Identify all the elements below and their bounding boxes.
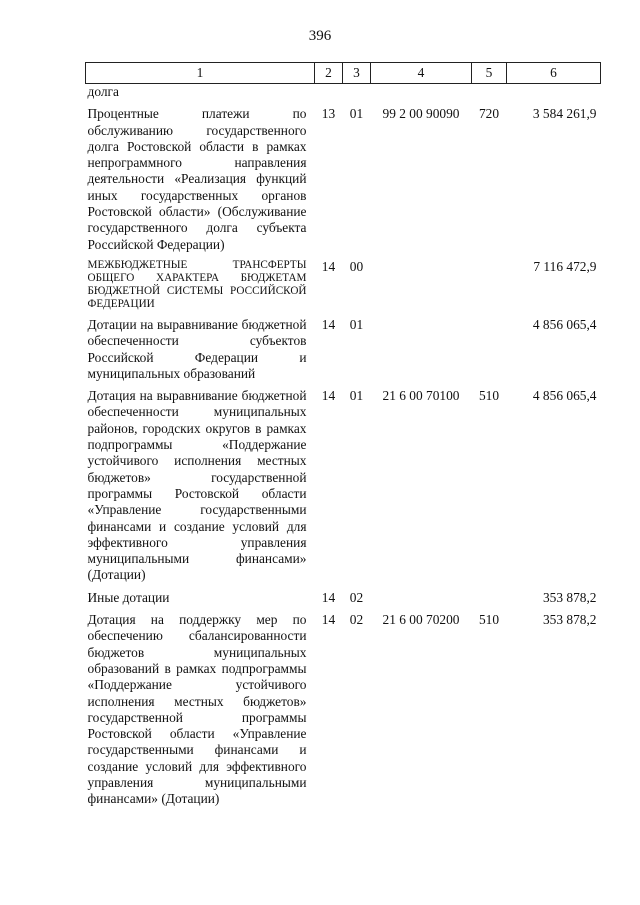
row-amount [507, 84, 601, 101]
row-target-article [371, 253, 472, 311]
row-amount: 353 878,2 [542, 612, 597, 628]
row-subsection: 02 [349, 612, 364, 628]
row-section: 13 [321, 106, 336, 122]
row-expense-type [472, 311, 507, 382]
row-name: долга [87, 84, 119, 99]
page-number: 396 [308, 28, 332, 44]
row-amount: 7 116 472,9 [533, 258, 597, 274]
row-target-article: 21 6 00 70100 [382, 388, 460, 404]
row-subsection: 00 [349, 258, 364, 274]
row-expense-type [472, 253, 507, 311]
row-amount: 4 856 065,4 [532, 388, 597, 404]
header-cell-amount: 6 [507, 63, 601, 84]
row-name: МЕЖБЮДЖЕТНЫЕ ТРАНСФЕРТЫ ОБЩЕГО ХАРАКТЕРА БЮДЖЕТАМ БЮДЖЕТНОЙ СИСТЕМЫ РОССИЙСКОЙ ФЕДЕРАЦИИ [87, 258, 307, 310]
row-expense-type [472, 584, 507, 606]
row-subsection: 01 [349, 106, 364, 122]
row-target-article: 99 2 00 90090 [382, 106, 460, 122]
row-target-article [371, 311, 472, 382]
header-cell-name: 1 [86, 63, 315, 84]
table-row [86, 253, 601, 311]
row-subsection: 01 [349, 316, 364, 332]
budget-table [85, 62, 601, 808]
header-cell-subsection: 3 [343, 63, 371, 84]
row-section [315, 84, 343, 101]
table-row [86, 84, 601, 101]
row-subsection [343, 84, 371, 101]
row-section: 14 [321, 258, 336, 274]
row-expense-type: 720 [478, 106, 500, 122]
header-row [86, 63, 601, 84]
row-expense-type: 510 [478, 388, 500, 404]
row-section: 14 [321, 316, 336, 332]
row-expense-type [472, 84, 507, 101]
row-target-article [371, 84, 472, 101]
table-row [86, 606, 601, 808]
row-expense-type: 510 [478, 612, 500, 628]
row-name: Дотация на выравнивание бюджетной обеспеченности муниципальных районов, городских округов в рамках подпрограммы «Поддержание устойчивого исполнения местных бюджетов» государственной программы Ростовской области «Управление государственными финансами и создание условий для эффективного управления муниципальными финансами» (Дотации) [87, 388, 307, 583]
header-cell-expense-type: 5 [472, 63, 507, 84]
row-subsection: 02 [349, 589, 364, 605]
row-name: Процентные платежи по обслуживанию государственного долга Ростовской области в рамках непрограммного направления деятельности «Реализация функций иных государственных органов Ростовской области» (Обслуживание государственного долга субъекта Российской Федерации) [87, 106, 307, 252]
table-row [86, 382, 601, 584]
row-section: 14 [321, 612, 336, 628]
row-amount: 3 584 261,9 [532, 106, 597, 122]
table-row [86, 311, 601, 382]
row-section: 14 [321, 589, 336, 605]
row-target-article [371, 584, 472, 606]
table-row [86, 584, 601, 606]
row-amount: 353 878,2 [542, 589, 597, 605]
row-name: Дотация на поддержку мер по обеспечению сбалансированности бюджетов муниципальных образований в рамках подпрограммы «Поддержание устойчивого исполнения местных бюджетов» государственной программы Ростовской области «Управление государственными финансами и создание условий для эффективного управления муниципальными финансами» (Дотации) [87, 612, 307, 807]
row-amount: 4 856 065,4 [532, 316, 597, 332]
header-cell-section: 2 [315, 63, 343, 84]
header-cell-target-article: 4 [371, 63, 472, 84]
table-row [86, 100, 601, 253]
row-section: 14 [321, 388, 336, 404]
row-subsection: 01 [349, 388, 364, 404]
row-name: Дотации на выравнивание бюджетной обеспеченности субъектов Российской Федерации и муниципальных образований [87, 316, 307, 381]
row-name: Иные дотации [87, 589, 170, 605]
row-target-article: 21 6 00 70200 [382, 612, 460, 628]
